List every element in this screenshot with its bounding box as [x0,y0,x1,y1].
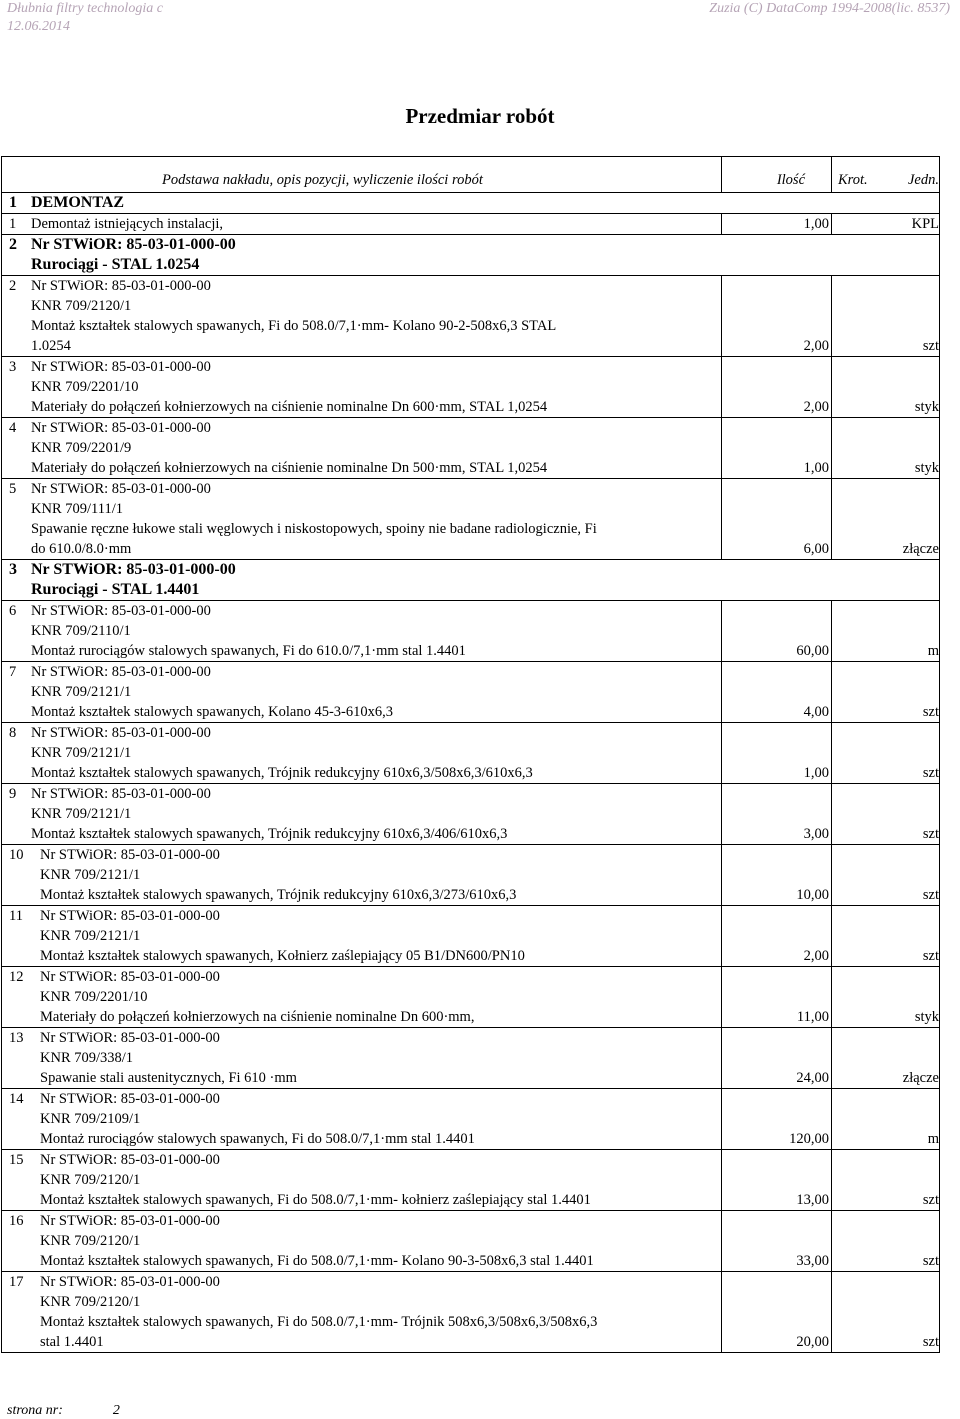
row-number: 8 [9,725,17,741]
row-description [2,784,722,845]
row-unit-text: KPL [911,216,939,232]
row-quantity: 33,00 [722,1211,832,1272]
row-text-line: Montaż rurociągów stalowych spawanych, Fi do 508.0/7,1·mm stal 1.4401 [40,1131,475,1147]
row-number: 10 [9,847,24,863]
row-text-line: Nr STWiOR: 85-03-01-000-00 [40,969,220,985]
row-text-line: DEMONTAZ [31,194,125,211]
row-number: 12 [9,969,24,985]
row-text-line: KNR 709/2120/1 [40,1294,141,1310]
row-unit-text: złącze [902,1070,939,1086]
row-description [2,1150,722,1211]
row-description [2,1028,722,1089]
row-text-line: KNR 709/2110/1 [31,623,131,639]
row-text-line: Rurociągi - STAL 1.0254 [31,256,200,273]
row-text-line: Demontaż istniejących instalacji, [31,216,224,232]
row-number: 9 [9,786,17,802]
row-description [2,235,940,276]
row-unit [832,357,940,418]
row-unit [832,276,940,357]
row-text-line: KNR 709/2120/1 [31,298,132,314]
row-unit-text: szt [922,1253,939,1269]
header-left [7,0,163,36]
row-text-line: Nr STWiOR: 85-03-01-000-00 [31,664,211,680]
table-row [2,357,940,418]
row-unit-text: styk [914,399,939,415]
row-text-line: Spawanie ręczne łukowe stali węglowych i niskostopowych, spoiny nie badane radiologicznie, Fi [31,521,597,537]
row-text-line: Montaż kształtek stalowych spawanych, Fi do 508.0/7,1·mm- kołnierz zaślepiający stal 1.4401 [40,1192,591,1208]
row-number: 5 [9,481,17,497]
row-text-line: Materiały do połączeń kołnierzowych na ciśnienie nominalne Dn 600·mm, STAL 1,0254 [31,399,548,415]
row-unit-text: m [927,643,939,659]
row-unit [832,662,940,723]
row-text-line: Nr STWiOR: 85-03-01-000-00 [31,420,211,436]
row-number: 2 [9,278,17,294]
bill-of-quantities-table [1,156,940,1353]
table-row [2,276,940,357]
table-row [2,784,940,845]
table-row [2,1150,940,1211]
row-number: 14 [9,1091,24,1107]
row-description [2,967,722,1028]
row-unit [832,1089,940,1150]
row-unit-text: styk [914,1009,939,1025]
row-text-line: Nr STWiOR: 85-03-01-000-00 [40,1213,220,1229]
row-text-line: Montaż kształtek stalowych spawanych, Kołnierz zaślepiający 05 B1/DN600/PN10 [40,948,525,964]
row-number: 1 [9,216,17,232]
row-text-line: Nr STWiOR: 85-03-01-000-00 [40,908,220,924]
row-unit [832,723,940,784]
row-unit [832,479,940,560]
row-text-line: Nr STWiOR: 85-03-01-000-00 [31,359,211,375]
row-number: 3 [9,359,17,375]
row-unit-text: szt [922,1334,939,1350]
row-unit [832,1028,940,1089]
row-description [2,662,722,723]
row-unit-text: szt [922,1192,939,1208]
row-text-line: KNR 709/2121/1 [40,867,141,883]
row-unit [832,906,940,967]
row-text-line: Nr STWiOR: 85-03-01-000-00 [40,1152,220,1168]
row-description [2,214,722,235]
row-text-line: KNR 709/2201/10 [40,989,148,1005]
row-description [2,723,722,784]
row-number: 6 [9,603,17,619]
row-description [2,1272,722,1353]
row-description [2,276,722,357]
row-quantity: 24,00 [722,1028,832,1089]
row-quantity: 4,00 [722,662,832,723]
row-text-line: Nr STWiOR: 85-03-01-000-00 [40,1030,220,1046]
row-quantity: 13,00 [722,1150,832,1211]
row-text-line: KNR 709/2120/1 [40,1172,141,1188]
row-text-line: stal 1.4401 [40,1334,104,1350]
row-text-line: Materiały do połączeń kołnierzowych na ciśnienie nominalne Dn 500·mm, STAL 1,0254 [31,460,548,476]
table-row [2,214,940,235]
row-text-line: Nr STWiOR: 85-03-01-000-00 [40,847,220,863]
column-header-multiplier: Krot. [838,172,868,188]
row-text-line: Montaż kształtek stalowych spawanych, Fi do 508.0/7,1·mm- Kolano 90-3-508x6,3 stal 1.4401 [40,1253,594,1269]
row-unit-text: styk [914,460,939,476]
section-row [2,193,940,214]
row-text-line: KNR 709/2109/1 [40,1111,141,1127]
row-text-line: Nr STWiOR: 85-03-01-000-00 [31,725,211,741]
row-number: 4 [9,420,17,436]
row-description [2,845,722,906]
table-row [2,1272,940,1353]
row-text-line: Nr STWiOR: 85-03-01-000-00 [31,786,211,802]
row-unit-text: szt [922,338,939,354]
row-quantity: 3,00 [722,784,832,845]
table-row [2,1211,940,1272]
row-quantity: 6,00 [722,479,832,560]
row-description [2,193,940,214]
row-text-line: Nr STWiOR: 85-03-01-000-00 [31,481,211,497]
row-number: 2 [9,236,17,253]
row-text-line: KNR 709/2121/1 [31,806,132,822]
row-text-line: Nr STWiOR: 85-03-01-000-00 [40,1091,220,1107]
row-number: 15 [9,1152,24,1168]
row-text-line: Nr STWiOR: 85-03-01-000-00 [40,1274,220,1290]
row-unit-text: szt [922,765,939,781]
row-text-line: Spawanie stali austenitycznych, Fi 610 ·mm [40,1070,297,1086]
row-unit [832,1211,940,1272]
row-quantity: 20,00 [722,1272,832,1353]
row-number: 3 [9,561,17,578]
row-text-line: Nr STWiOR: 85-03-01-000-00 [31,278,211,294]
row-text-line: KNR 709/111/1 [31,501,123,517]
row-unit [832,1272,940,1353]
table-row [2,723,940,784]
row-unit-text: złącze [902,541,939,557]
row-quantity: 1,00 [722,214,832,235]
row-text-line: KNR 709/2121/1 [31,684,132,700]
table-body [2,157,940,1353]
row-quantity: 1,00 [722,723,832,784]
page-number: 2 [112,1403,120,1418]
row-text-line: Materiały do połączeń kołnierzowych na ciśnienie nominalne Dn 600·mm, [40,1009,475,1025]
table-row [2,1028,940,1089]
row-description [2,357,722,418]
row-text-line: Montaż rurociągów stalowych spawanych, Fi do 610.0/7,1·mm stal 1.4401 [31,643,466,659]
row-text-line: Nr STWiOR: 85-03-01-000-00 [31,236,236,253]
row-text-line: KNR 709/2121/1 [31,745,132,761]
row-text-line: Montaż kształtek stalowych spawanych, Trójnik redukcyjny 610x6,3/273/610x6,3 [40,887,517,903]
table-row [2,845,940,906]
table-row [2,479,940,560]
row-unit-text: m [927,1131,939,1147]
row-quantity: 60,00 [722,601,832,662]
header-software-credit: Zuzia (C) DataComp 1994-2008(lic. 8537) [709,1,950,16]
row-unit-text: szt [922,826,939,842]
row-text-line: KNR 709/2201/10 [31,379,139,395]
row-unit [832,1150,940,1211]
row-quantity: 1,00 [722,418,832,479]
table-row [2,662,940,723]
table-row [2,418,940,479]
row-number: 11 [9,908,23,924]
row-text-line: KNR 709/2120/1 [40,1233,141,1249]
row-quantity: 2,00 [722,906,832,967]
page-number-label: strona nr: [7,1403,63,1418]
row-unit-text: szt [922,887,939,903]
row-description [2,418,722,479]
row-unit [832,967,940,1028]
row-number: 17 [9,1274,24,1290]
column-header-description: Podstawa nakładu, opis pozycji, wyliczenie ilości robót [2,157,722,193]
table-row [2,601,940,662]
row-description [2,601,722,662]
row-quantity: 10,00 [722,845,832,906]
row-text-line: 1.0254 [31,338,71,354]
section-row [2,560,940,601]
row-text-line: Montaż kształtek stalowych spawanych, Trójnik redukcyjny 610x6,3/508x6,3/610x6,3 [31,765,533,781]
row-unit-text: szt [922,704,939,720]
section-row [2,235,940,276]
row-text-line: Montaż kształtek stalowych spawanych, Fi do 508.0/7,1·mm- Trójnik 508x6,3/508x6,3/508x6,3 [40,1314,598,1330]
row-quantity: 11,00 [722,967,832,1028]
row-quantity: 2,00 [722,357,832,418]
row-number: 13 [9,1030,24,1046]
column-header-unit: Jedn. [908,172,939,188]
row-description [2,906,722,967]
table-row [2,967,940,1028]
row-description [2,1089,722,1150]
row-text-line: Rurociągi - STAL 1.4401 [31,581,200,598]
row-text-line: Nr STWiOR: 85-03-01-000-00 [31,561,236,578]
row-unit [832,418,940,479]
header-date: 12.06.2014 [7,19,70,34]
row-quantity: 2,00 [722,276,832,357]
column-header-quantity: Ilość [722,157,832,193]
row-number: 16 [9,1213,24,1229]
row-text-line: KNR 709/2121/1 [40,928,141,944]
row-unit-text: szt [922,948,939,964]
table-row [2,906,940,967]
row-text-line: KNR 709/2201/9 [31,440,132,456]
table-row [2,1089,940,1150]
table-header-row [2,157,940,193]
column-header-multiplier-unit [832,157,940,193]
row-text-line: KNR 709/338/1 [40,1050,134,1066]
row-unit [832,784,940,845]
row-text-line: Nr STWiOR: 85-03-01-000-00 [31,603,211,619]
row-text-line: Montaż kształtek stalowych spawanych, Kolano 45-3-610x6,3 [31,704,394,720]
row-description [2,1211,722,1272]
row-unit [832,845,940,906]
row-text-line: Montaż kształtek stalowych spawanych, Trójnik redukcyjny 610x6,3/406/610x6,3 [31,826,508,842]
page-title: Przedmiar robót [405,104,555,128]
row-unit [832,601,940,662]
row-unit [832,214,940,235]
row-number: 7 [9,664,17,680]
row-number: 1 [9,194,17,211]
header-project-name: Dłubnia filtry technologia c [7,1,163,16]
row-text-line: Montaż kształtek stalowych spawanych, Fi do 508.0/7,1·mm- Kolano 90-2-508x6,3 STAL [31,318,557,334]
row-description [2,479,722,560]
row-description [2,560,940,601]
row-quantity: 120,00 [722,1089,832,1150]
row-text-line: do 610.0/8.0·mm [31,541,132,557]
